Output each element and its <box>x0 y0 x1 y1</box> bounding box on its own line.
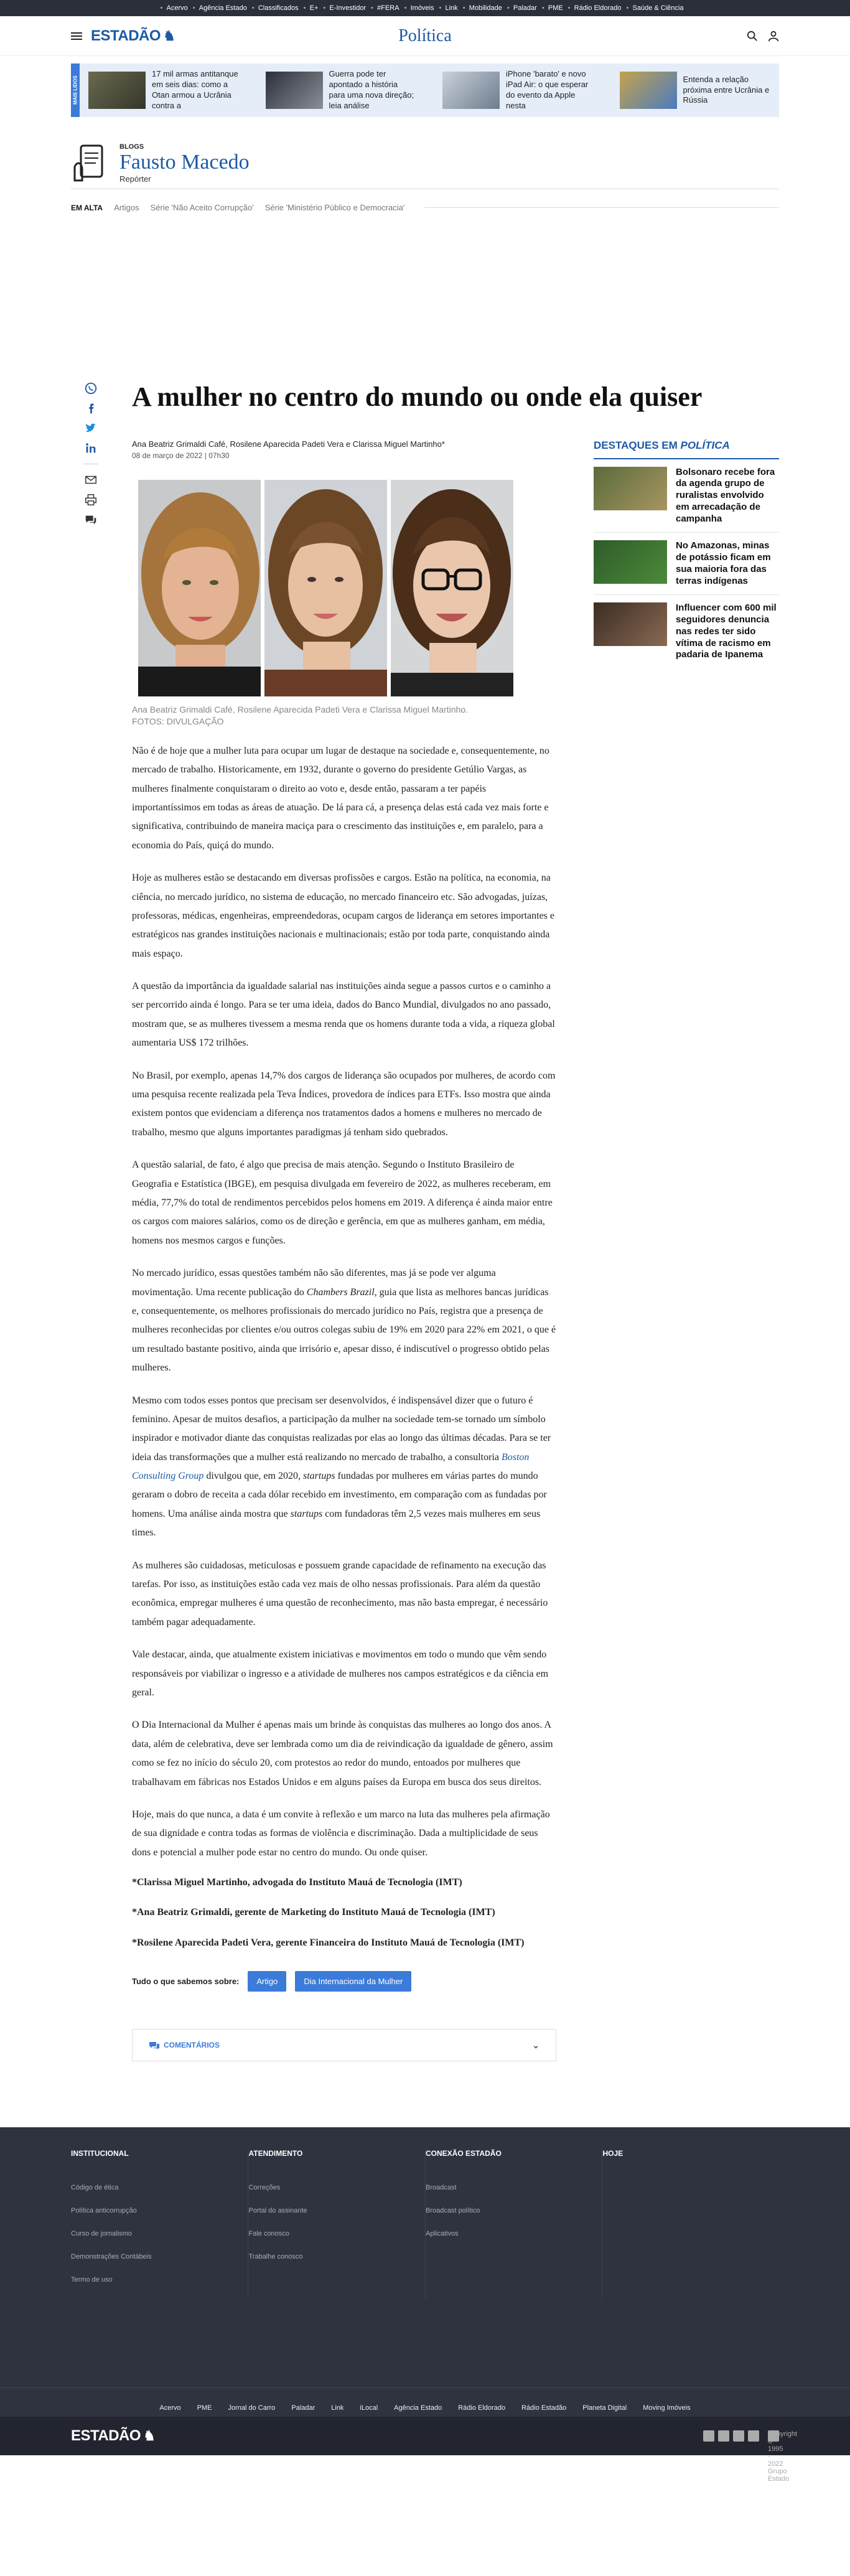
user-icon[interactable] <box>768 30 779 42</box>
photo-caption: Ana Beatriz Grimaldi Café, Rosilene Aparecida Padeti Vera e Clarissa Miguel Martinho. <box>132 704 469 714</box>
most-read-strip <box>71 63 779 117</box>
italic-term: startups <box>290 1508 323 1519</box>
article-paragraph: No Brasil, por exemplo, apenas 14,7% dos cargos de liderança são ocupados por mulheres, de acordo com uma pesquisa recente realizada pela Teva Índices, provedora de índices para ETFs. Isso mostra que ainda existem pontos que evidenciam a diferença nos tratamentos dados a homens e mulheres no mercado de trabalho, mesmo que alguns importantes paradigmas já tenham sido quebrados. <box>132 1070 556 1138</box>
article-body <box>132 742 556 1952</box>
print-icon[interactable] <box>84 493 98 507</box>
facebook-icon[interactable] <box>84 401 98 415</box>
paragraph-text: Mesmo com todos esses pontos que precisam ser desenvolvidos, é indispensável dizer que o futuro é feminino. Apesar de muitos desafios, a participação da mulher na sociedade tem-se tornado um símbolo inspirador e motivador diante das conquistas realizadas por elas ao longo das últimas décadas. Para se ter ideia das transformações que a mulher está realizando no mercado de trabalho, a consultoria <box>132 1395 551 1463</box>
paragraph-text: divulgou que, em 2020, <box>203 1471 303 1482</box>
footer-bottom-link[interactable]: Acervo <box>159 2404 181 2412</box>
footer-heading: CONEXÃO ESTADÃO <box>425 2149 502 2158</box>
most-read-item[interactable] <box>602 72 780 109</box>
footer-link[interactable]: Aplicativos <box>425 2230 459 2238</box>
most-read-item[interactable] <box>71 69 248 111</box>
portrait-photo <box>138 480 261 696</box>
share-bar <box>81 382 101 527</box>
footer-bottom-link[interactable]: Planeta Digital <box>582 2404 627 2412</box>
footer-logo-text: ESTADÃO <box>71 2427 141 2445</box>
horse-icon: ♞ <box>163 27 175 44</box>
site-logo[interactable] <box>91 27 175 45</box>
sidebar-title-prefix: DESTAQUES EM <box>594 439 681 451</box>
article-container <box>132 382 779 2061</box>
footer-bottom-link[interactable]: Paladar <box>291 2404 315 2412</box>
chevron-down-icon: ⌄ <box>532 2040 539 2050</box>
footer-links-row <box>0 2387 850 2412</box>
footer-bottom-link[interactable]: Rádio Eldorado <box>458 2404 506 2412</box>
footer-link[interactable]: Broadcast político <box>425 2207 480 2215</box>
instagram-icon[interactable] <box>733 2430 744 2442</box>
logo-text: ESTADÃO <box>91 27 161 44</box>
article-paragraph <box>132 1392 556 1543</box>
footer-column <box>71 2149 248 2299</box>
footer-link[interactable]: Portal do assinante <box>248 2207 307 2215</box>
footer-bottom-link[interactable]: Jornal do Carro <box>228 2404 276 2412</box>
article-paragraph: Vale destacar, ainda, que atualmente existem iniciativas e movimentos em todo o mundo que vêm sendo responsáveis por viabilizar o ingresso e a atividade de mulheres nos campos estratégicos e da ciência em geral. <box>132 1649 549 1698</box>
article-paragraph: Hoje, mais do que nunca, a data é um convite à reflexão e um marco na luta das mulheres pela afirmação de sua dignidade e contra todas as formas de violência e discriminação. Dada a multiplicidade de seus dons e potencial a mulher pode estar no centro do mundo. Ou onde quiser. <box>132 1809 550 1858</box>
news-thumbnail <box>442 72 500 109</box>
article-paragraph: Hoje as mulheres estão se destacando em diversas profissões e cargos. Estão na política, na economia, na ciência, no mercado jurídico, no sistema de educação, no mercado financeiro etc. São advogadas, juízas, professoras, médicas, engenheiras, empreendedoras, ocupam cargos de liderança em setores importantes e estratégicos nas grandes instituições nacionais e multinacionais; estão por toda parte, conquistando ainda mais espaço. <box>132 873 554 959</box>
most-read-item[interactable] <box>248 69 426 111</box>
blog-header <box>71 138 779 189</box>
article-headline: A mulher no centro do mundo ou onde ela quiser <box>132 382 703 412</box>
topbar-link[interactable]: • Rádio Eldorado <box>569 4 627 12</box>
trending-bar <box>71 203 779 212</box>
copyright-text: Copyright © 1995 - 2022 Grupo Estado <box>768 2430 798 2483</box>
ad-space <box>0 212 850 379</box>
news-title: iPhone 'barato' e novo iPad Air: o que esperar do evento da Apple nesta <box>506 69 589 110</box>
footer-link[interactable]: Termo de uso <box>71 2276 113 2284</box>
topbar-link[interactable]: • Agência Estado <box>194 4 253 12</box>
portrait-photo <box>264 480 387 696</box>
topbar-link[interactable]: • #FERA <box>371 4 404 12</box>
article-paragraph: A questão da importância da igualdade salarial nas instituições ainda segue a passos curtos e o caminho a ser percorrido ainda é longo. Para se ter uma ideia, dados do Banco Mundial, divulgados no ano passado, mostram que, se as mulheres tivessem a mesma renda que os homens durante toda a vida, a riqueza global aumentaria US$ 172 trilhões. <box>132 981 555 1049</box>
twitter-icon[interactable] <box>84 421 98 435</box>
paragraph-text: No mercado jurídico, essas questões também não são diferentes, mas já se pode ver alguma movimentação. Uma recente publicação do <box>132 1268 496 1298</box>
author-bio: *Clarissa Miguel Martinho, advogada do Instituto Mauá de Tecnologia (IMT) <box>132 1877 462 1888</box>
sidebar-item[interactable] <box>594 459 779 533</box>
topbar-link[interactable]: • Saúde & Ciência <box>627 4 689 12</box>
footer-heading: INSTITUCIONAL <box>71 2149 129 2158</box>
article-photos <box>138 480 556 696</box>
footer-bottom-link[interactable]: Link <box>331 2404 344 2412</box>
news-thumbnail <box>620 72 677 109</box>
tag-button[interactable]: Artigo <box>248 1971 286 1992</box>
footer-bottom-link[interactable]: Moving Imóveis <box>643 2404 691 2412</box>
trending-link[interactable]: Série 'Ministério Público e Democracia' <box>264 203 405 212</box>
twitter-icon[interactable] <box>718 2430 729 2442</box>
publication-name: Chambers Brazil <box>306 1286 375 1298</box>
search-icon[interactable] <box>747 30 758 42</box>
footer-link[interactable]: Fale conosco <box>248 2230 289 2238</box>
topbar-link[interactable]: • E-Investidor <box>324 4 371 12</box>
comments-label: COMENTÁRIOS <box>164 2041 220 2050</box>
site-footer <box>0 2127 850 2483</box>
sidebar-thumbnail <box>594 467 667 510</box>
news-title: Guerra pode ter apontado a história para uma nova direção; leia análise <box>329 69 414 110</box>
phone-notes-icon <box>71 142 110 185</box>
topbar-link[interactable]: • Acervo <box>161 4 194 12</box>
top-utility-bar <box>0 0 850 16</box>
footer-link[interactable]: Correções <box>248 2184 281 2192</box>
article-author: Ana Beatriz Grimaldi Café, Rosilene Aparecida Padeti Vera e Clarissa Miguel Martinho* <box>132 439 445 449</box>
news-title: 17 mil armas antitanque em seis dias: como a Otan armou a Ucrânia contra a <box>152 69 238 110</box>
article-paragraph <box>132 1264 556 1377</box>
most-read-tag: MAIS LIDOS <box>71 63 80 117</box>
footer-link[interactable]: Demonstrações Contábeis <box>71 2253 152 2261</box>
comments-toggle[interactable] <box>132 2029 556 2061</box>
topbar-link[interactable]: • Mobilidade <box>464 4 508 12</box>
article-paragraph: As mulheres são cuidadosas, meticulosas e possuem grande capacidade de refinamento na execução das tarefas. Por isso, as instituições estão cada vez mais de olho nessas profissionais. Para além da questão econômica, empregar mulheres é uma questão de reconhecimento, mas não basta empregar, é necessário também pagar adequadamente. <box>132 1560 548 1628</box>
facebook-icon[interactable] <box>703 2430 714 2442</box>
news-title: Entenda a relação próxima entre Ucrânia e Rússia <box>683 74 770 105</box>
sidebar <box>594 439 779 2062</box>
sidebar-title <box>594 439 779 459</box>
sidebar-thumbnail <box>594 540 667 584</box>
footer-heading: ATENDIMENTO <box>248 2149 303 2158</box>
article-paragraph: O Dia Internacional da Mulher é apenas mais um brinde às conquistas das mulheres ao longo dos anos. A data, além de celebrativa, deve ser lembrada como um dia de reivindicação da igualdade de gênero, assim como se fez no início do século 20, com protestos ao redor do mundo, entoados por mulheres que trabalhavam em fábricas nos Estados Unidos e em alguns países da Europa em busca dos seus direitos. <box>132 1720 553 1787</box>
footer-logo[interactable] <box>71 2427 155 2445</box>
topbar-link[interactable]: • Imóveis <box>405 4 440 12</box>
footer-link[interactable]: Trabalhe conosco <box>248 2253 303 2261</box>
tag-button[interactable]: Dia Internacional da Mulher <box>295 1971 411 1992</box>
paragraph-text: fundadas por mulheres em várias partes do mundo geraram o dobro de receita a cada dólar recebido em investimento, em comparação com as fundadas por homens. Uma análise ainda mostra que <box>132 1471 547 1519</box>
news-thumbnail <box>266 72 323 109</box>
sidebar-item-title: Influencer com 600 mil seguidores denuncia nas redes ter sido vítima de racismo em padaria de Ipanema <box>676 602 777 660</box>
footer-bottom-link[interactable]: Rádio Estadão <box>521 2404 567 2412</box>
topbar-link[interactable]: • E+ <box>304 4 324 12</box>
blog-name[interactable]: Fausto Macedo <box>119 151 250 174</box>
topbar-link[interactable]: • PME <box>543 4 569 12</box>
tags-label: Tudo o que sabemos sobre: <box>132 1977 240 1987</box>
footer-column <box>602 2149 779 2299</box>
sidebar-item[interactable] <box>594 533 779 595</box>
menu-icon[interactable] <box>71 32 82 40</box>
paragraph-text: com fundadoras têm 2,5 vezes mais mulheres em seus times. <box>132 1508 541 1539</box>
footer-column <box>425 2149 602 2299</box>
comment-bubble-icon <box>149 2041 160 2049</box>
footer-link[interactable]: Curso de jornalismo <box>71 2230 132 2238</box>
article-paragraph: A questão salarial, de fato, é algo que precisa de mais atenção. Segundo o Instituto Brasileiro de Geografia e Estatística (IBGE), em pesquisa divulgada em fevereiro de 2022, as mulheres receberam, em média, 77,7% do total de rendimentos percebidos pelos homens em 2019. A diferença é ainda maior entre os cargos com maiores salários, como os de direção e gerência, em que as mulheres ganham, em média, homens nos mesmos cargos e funções. <box>132 1159 553 1246</box>
article-date: 08 de março de 2022 | 07h30 <box>132 451 230 460</box>
portrait-photo <box>391 480 513 696</box>
article-tags <box>132 1971 556 1992</box>
comment-icon[interactable] <box>84 513 98 527</box>
sidebar-thumbnail <box>594 602 667 646</box>
sidebar-item-title: No Amazonas, minas de potássio ficam em sua maioria fora das terras indígenas <box>676 540 771 586</box>
linkedin-icon[interactable] <box>84 441 98 455</box>
trending-link[interactable]: Artigos <box>114 203 139 212</box>
paragraph-text: , guia que lista as melhores bancas jurídicas e, consequentemente, os melhores profissionais do mercado jurídico no País, registra que a presença de mulheres reconhecidas por clientes e/ou outros colegas subiu de 19% em 2020 para 22% em 2021, o que é um resultado bastante positivo, ainda que irrisório e, apesar disso, é indiscutível o progresso obtido pelas mulheres. <box>132 1286 556 1374</box>
footer-bottom-link[interactable]: PME <box>197 2404 212 2412</box>
blog-role: Repórter <box>119 174 151 184</box>
pinterest-icon[interactable] <box>748 2430 759 2442</box>
most-read-item[interactable] <box>425 69 602 111</box>
sidebar-title-section: POLÍTICA <box>680 439 730 451</box>
news-thumbnail <box>88 72 146 109</box>
sidebar-item[interactable] <box>594 595 779 668</box>
author-bio: *Rosilene Aparecida Padeti Vera, gerente Financeira do Instituto Mauá de Tecnologia (IMT) <box>132 1937 525 1948</box>
topbar-link[interactable]: • Link <box>440 4 464 12</box>
footer-bar <box>0 2417 850 2483</box>
footer-link[interactable]: Código de ética <box>71 2184 119 2192</box>
email-icon[interactable] <box>84 473 98 487</box>
article-paragraph: Não é de hoje que a mulher luta para ocupar um lugar de destaque na sociedade e, consequentemente, no mercado de trabalho. Historicamente, em 1932, durante o governo do presidente Getúlio Vargas, as mulheres finalmente conquistaram o direito ao voto e, desde então, passaram a ter papéis importantíssimos em todas as áreas de atuação. De lá para cá, a presença delas está cada vez mais forte e significativa, contribuindo de maneira maciça para o crescimento das instituições e, em paralelo, para a economia do País, quiçá do mundo. <box>132 745 549 851</box>
site-header <box>0 16 850 56</box>
footer-link[interactable]: Broadcast <box>425 2184 457 2192</box>
bcg-link[interactable]: Boston Consulting Group <box>132 1451 530 1482</box>
trending-link[interactable]: Série 'Não Aceito Corrupção' <box>150 203 254 212</box>
footer-bottom-link[interactable]: Agência Estado <box>394 2404 442 2412</box>
sidebar-item-title: Bolsonaro recebe fora da agenda grupo de ruralistas envolvido em arrecadação de campanha <box>676 466 775 524</box>
whatsapp-icon[interactable] <box>84 382 98 395</box>
photo-credit: FOTOS: DIVULGAÇÃO <box>132 716 224 727</box>
footer-heading: HOJE <box>602 2149 623 2158</box>
section-title[interactable]: Política <box>398 26 452 45</box>
footer-link[interactable]: Política anticorrupção <box>71 2207 137 2215</box>
author-bio: *Ana Beatriz Grimaldi, gerente de Marketing do Instituto Mauá de Tecnologia (IMT) <box>132 1907 495 1918</box>
trending-label: EM ALTA <box>71 203 103 212</box>
horse-icon: ♞ <box>143 2428 156 2444</box>
italic-term: startups <box>302 1471 335 1482</box>
article-main <box>132 439 556 2062</box>
footer-bottom-link[interactable]: iLocal <box>360 2404 378 2412</box>
blogs-label: BLOGS <box>119 143 144 151</box>
topbar-link[interactable]: • Classificados <box>253 4 304 12</box>
topbar-link[interactable]: • Paladar <box>508 4 543 12</box>
footer-column <box>248 2149 425 2299</box>
